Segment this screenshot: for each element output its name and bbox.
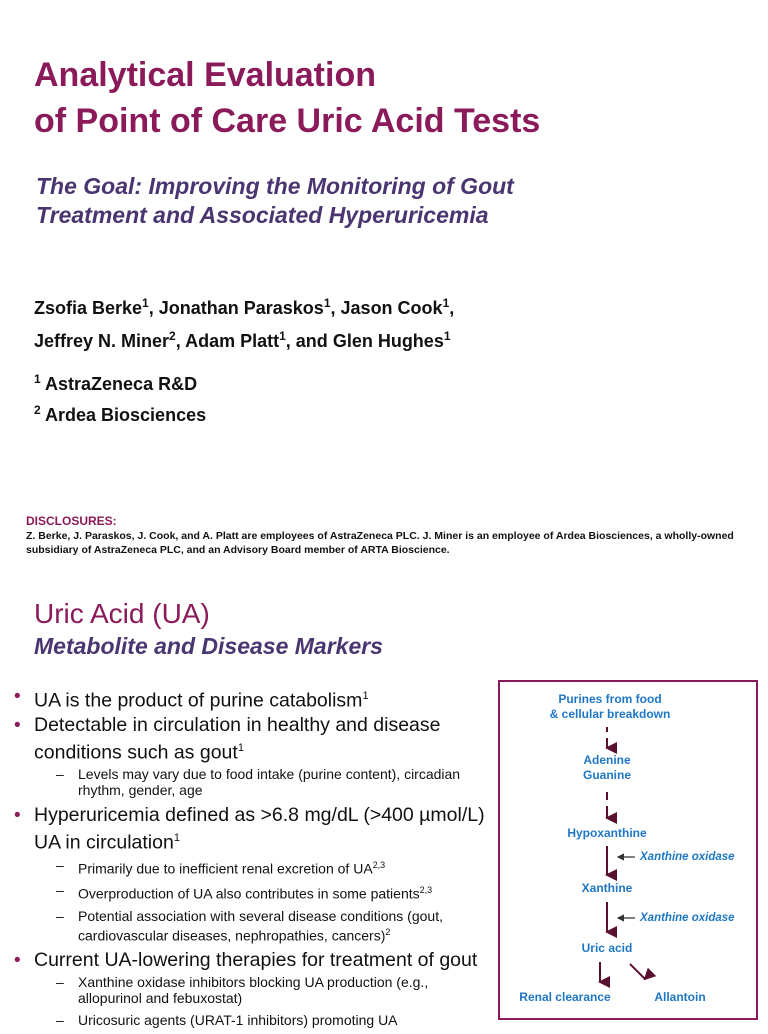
pathway-arrows [500, 682, 756, 1018]
title-line-2: of Point of Care Uric Acid Tests [34, 102, 541, 140]
bullet-text: Detectable in circulation in healthy and disease conditions such as gout [34, 713, 441, 763]
sub-bullet-reference: 2,3 [419, 885, 433, 896]
author-name: Zsofia Berke [34, 298, 143, 318]
dash-icon: – [56, 882, 64, 899]
poster-title [34, 52, 540, 144]
bullet-icon: • [14, 686, 21, 707]
author-line-2 [34, 322, 454, 355]
purines-line-2: & cellular breakdown [549, 707, 671, 721]
sub-bullet-reference: 2,3 [372, 859, 386, 870]
sub-bullet-text: Levels may vary due to food intake (purine content), circadian rhythm, gender, age [78, 766, 461, 798]
poster-subtitle [36, 172, 514, 230]
subtitle-line-1: The Goal: Improving the Monitoring of Gout [36, 173, 514, 199]
author-name: Jonathan Paraskos [158, 298, 324, 318]
dash-icon: – [56, 766, 64, 782]
section-subtitle: Metabolite and Disease Markers [34, 633, 383, 659]
author-separator: , [449, 298, 455, 318]
purines-line-1: Purines from food [558, 692, 662, 706]
node-uric-acid: Uric acid [581, 941, 633, 955]
disclosures-heading: DISCLOSURES: [26, 514, 117, 528]
dash-icon: – [56, 974, 64, 991]
author-affiliation-mark: 2 [169, 329, 176, 343]
sub-bullet-text: Potential association with several disease conditions (gout, cardiovascular diseases, nephropathies, cancers) [78, 907, 443, 944]
bullet-text: Current UA-lowering therapies for treatment of gout [34, 949, 478, 972]
bullet-list [14, 685, 489, 1034]
sub-bullet-item [14, 908, 489, 944]
disclosures-text: Z. Berke, J. Paraskos, J. Cook, and A. Platt are employees of AstraZeneca PLC. J. Miner is an employee of Ardea Biosciences, a wholly-owned subsidiary of AstraZeneca PLC, and an Advisory Board member of ARTA Bioscience. [26, 530, 734, 556]
sub-bullet-item [14, 974, 489, 1006]
author-name: Glen Hughes [332, 331, 444, 351]
bullet-reference: 1 [173, 832, 180, 844]
enzyme-xanthine-oxidase-1: Xanthine oxidase [640, 851, 735, 863]
affiliations [34, 366, 206, 428]
author-affiliation-mark: 1 [443, 329, 451, 343]
title-line-1: Analytical Evaluation [34, 56, 376, 94]
node-adenine-guanine [557, 753, 657, 783]
bullet-reference: 1 [237, 741, 244, 754]
affiliation-name: AstraZeneca R&D [40, 374, 198, 394]
sub-bullet-text: Primarily due to inefficient renal excretion of UA [78, 860, 373, 877]
dash-icon: – [56, 907, 64, 924]
guanine-label: Guanine [582, 768, 631, 782]
section-title: Uric Acid (UA) [34, 598, 210, 629]
node-renal-clearance: Renal clearance [519, 990, 611, 1004]
node-xanthine: Xanthine [581, 881, 633, 895]
author-name: Jason Cook [340, 298, 443, 318]
author-separator: , [175, 331, 186, 351]
purine-pathway-diagram [498, 680, 758, 1020]
bullet-icon: • [14, 714, 21, 736]
sub-bullet-reference: 2 [385, 926, 391, 937]
bullet-text: Hyperuricemia defined as >6.8 mg/dL (>400 µmol/L) UA in circulation [34, 804, 485, 854]
author-affiliation-mark: 1 [279, 329, 286, 343]
author-affiliation-mark: 1 [323, 296, 331, 310]
bullet-item [14, 714, 489, 765]
node-purines [520, 692, 700, 722]
bullet-item [14, 949, 489, 972]
bullet-item [14, 804, 489, 855]
arrow-to-allantoin [630, 964, 645, 979]
sub-bullet-item [14, 857, 489, 877]
sub-bullet-text: Uricosuric agents (URAT-1 inhibitors) promoting UA [78, 1012, 398, 1029]
author-line-1 [34, 289, 454, 322]
author-separator: , and [285, 331, 333, 351]
author-affiliation-mark: 1 [442, 296, 450, 310]
author-list [34, 289, 454, 355]
node-allantoin: Allantoin [654, 990, 706, 1004]
adenine-label: Adenine [583, 753, 631, 767]
subtitle-line-2: Treatment and Associated Hyperuricemia [36, 202, 489, 228]
affiliation-mark: 1 [34, 372, 41, 386]
affiliation-row [34, 397, 206, 428]
bullet-icon: • [14, 805, 21, 826]
sub-bullet-item [14, 882, 489, 902]
sub-bullet-item [14, 766, 489, 798]
node-hypoxanthine: Hypoxanthine [567, 826, 647, 840]
affiliation-row [34, 366, 206, 397]
bullet-item [14, 685, 489, 713]
sub-bullet-item [14, 1012, 489, 1028]
author-name: Jeffrey N. Miner [34, 331, 170, 351]
sub-bullet-text: Overproduction of UA also contributes in some patients [78, 885, 420, 902]
affiliation-name: Ardea Biosciences [40, 405, 207, 425]
author-name: Adam Platt [185, 331, 280, 351]
enzyme-xanthine-oxidase-2: Xanthine oxidase [640, 912, 735, 924]
bullet-text: UA is the product of purine catabolism [34, 689, 363, 712]
bullet-icon: • [14, 950, 21, 972]
dash-icon: – [56, 856, 64, 873]
dash-icon: – [56, 1012, 64, 1029]
author-separator: , [330, 298, 341, 318]
affiliation-mark: 2 [34, 403, 41, 417]
bullet-reference: 1 [362, 690, 369, 702]
author-affiliation-mark: 1 [142, 296, 149, 310]
sub-bullet-text: Xanthine oxidase inhibitors blocking UA production (e.g., allopurinol and febuxostat) [78, 974, 429, 1007]
author-separator: , [148, 298, 159, 318]
